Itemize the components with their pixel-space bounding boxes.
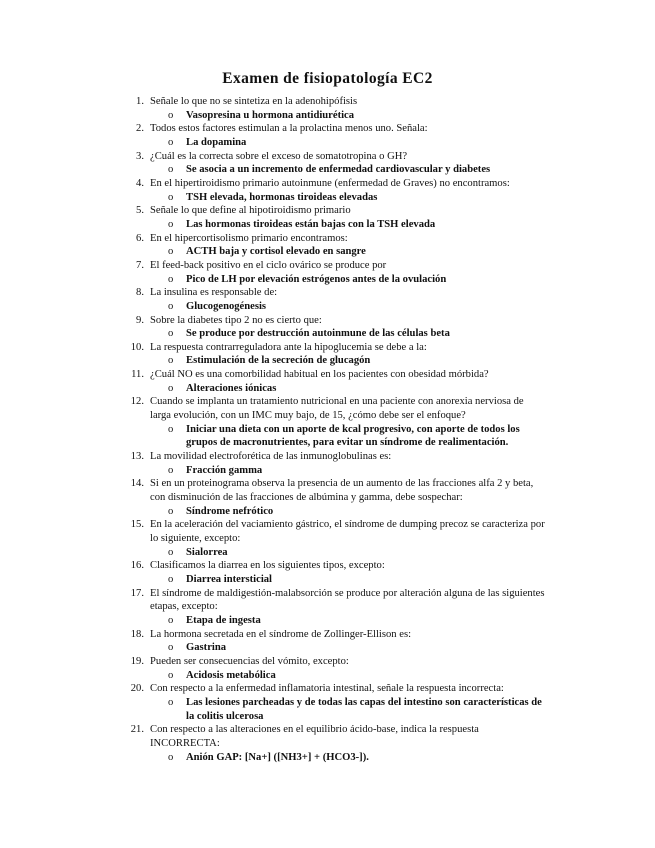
answer (0, 546, 655, 560)
bullet-icon: o (168, 669, 174, 681)
question-text: El feed-back positivo en el ciclo ovárico se produce por (150, 259, 387, 271)
answer-text: Pico de LH por elevación estrógenos antes de la ovulación (186, 273, 447, 285)
question-text: La hormona secretada en el síndrome de Zollinger-Ellison es: (150, 628, 412, 640)
answer (0, 354, 655, 368)
bullet-icon: o (168, 273, 174, 285)
answer (0, 423, 655, 450)
answer-text: Acidosis metabólica (186, 669, 276, 681)
question (0, 450, 655, 464)
list-item (0, 259, 655, 286)
question (0, 368, 655, 382)
list-item (0, 723, 655, 764)
question (0, 628, 655, 642)
page-title: Examen de fisiopatología EC2 (222, 70, 433, 87)
answer-text: Sialorrea (186, 546, 228, 558)
question-number: 10. (130, 341, 144, 353)
answer (0, 696, 655, 723)
answer (0, 218, 655, 232)
bullet-icon: o (168, 109, 174, 121)
list-item (0, 587, 655, 628)
list-item (0, 655, 655, 682)
answer (0, 614, 655, 628)
question-text: En el hipertiroidismo primario autoinmune (enfermedad de Graves) no encontramos: (150, 177, 510, 189)
question-text: Clasificamos la diarrea en los siguientes tipos, excepto: (150, 560, 385, 572)
question-text: Señale lo que no se sintetiza en la adenohipófisis (150, 96, 358, 107)
answer-text: Las hormonas tiroideas están bajas con la TSH elevada (186, 218, 436, 230)
answer (0, 163, 655, 177)
question (0, 655, 655, 669)
answer (0, 300, 655, 314)
list-item (0, 518, 655, 559)
list-item (0, 628, 655, 655)
question (0, 95, 655, 109)
question-number: 19. (130, 655, 144, 667)
question-number: 20. (130, 683, 144, 695)
question-number: 6. (136, 232, 144, 244)
answer-text: Fracción gamma (186, 464, 263, 476)
question-number: 2. (136, 123, 144, 135)
bullet-icon: o (168, 423, 174, 435)
answer-text: TSH elevada, hormonas tiroideas elevadas (186, 191, 378, 203)
answer (0, 751, 655, 765)
list-item (0, 682, 655, 723)
answer-text: Gastrina (186, 642, 227, 654)
question (0, 286, 655, 300)
question-number: 16. (130, 560, 144, 572)
bullet-icon: o (168, 164, 174, 176)
bullet-icon: o (168, 546, 174, 558)
answer-text: Etapa de ingesta (186, 614, 261, 626)
question (0, 682, 655, 696)
question-number: 17. (130, 587, 144, 599)
question-number: 8. (136, 287, 144, 299)
answer (0, 273, 655, 287)
list-item (0, 395, 655, 450)
list-item (0, 150, 655, 177)
answer (0, 641, 655, 655)
bullet-icon: o (168, 573, 174, 585)
question (0, 341, 655, 355)
answer (0, 136, 655, 150)
question (0, 723, 655, 750)
bullet-icon: o (168, 218, 174, 230)
bullet-icon: o (168, 300, 174, 312)
bullet-icon: o (168, 328, 174, 340)
answer-text: ACTH baja y cortisol elevado en sangre (186, 246, 366, 258)
answer-text: Glucogenogénesis (186, 300, 267, 312)
answer (0, 382, 655, 396)
list-item (0, 314, 655, 341)
bullet-icon: o (168, 696, 174, 708)
answer-text: Vasopresina u hormona antidiurética (186, 109, 355, 121)
answer-text: Iniciar una dieta con un aporte de kcal progresivo, con aporte de todos los grupos de macronutrientes, para evitar un síndrome de realimentación. (186, 423, 520, 449)
answer-text: Diarrea intersticial (186, 573, 272, 585)
bullet-icon: o (168, 355, 174, 367)
answer-text: Alteraciones iónicas (186, 382, 277, 394)
question-text: Si en un proteinograma observa la presencia de un aumento de las fracciones alfa 2 y beta, con disminución de las fracciones de albúmina y gamma, debe sospechar: (150, 478, 534, 504)
question-text: ¿Cuál es la correcta sobre el exceso de somatotropina o GH? (150, 150, 408, 162)
question (0, 177, 655, 191)
question-number: 1. (136, 96, 144, 107)
answer (0, 109, 655, 123)
list-item (0, 477, 655, 518)
bullet-icon: o (168, 246, 174, 258)
question-text: Señale lo que define al hipotiroidismo primario (150, 205, 351, 217)
question (0, 122, 655, 136)
question-text: ¿Cuál NO es una comorbilidad habitual en los pacientes con obesidad mórbida? (150, 369, 489, 381)
question-text: Cuando se implanta un tratamiento nutricional en una paciente con anorexia nerviosa de larga evolución, con un IMC muy bajo, de 15, ¿cómo debe ser el enfoque? (150, 396, 524, 422)
question-number: 12. (130, 396, 144, 408)
question (0, 477, 655, 504)
list-item (0, 341, 655, 368)
bullet-icon: o (168, 191, 174, 203)
question-number: 21. (130, 724, 144, 736)
list-item (0, 368, 655, 395)
question-text: La insulina es responsable de: (150, 287, 278, 299)
question-number: 3. (136, 150, 144, 162)
answer-text: Las lesiones parcheadas y de todas las capas del intestino son características de la colitis ulcerosa (186, 696, 542, 722)
bullet-icon: o (168, 751, 174, 763)
question-number: 15. (130, 519, 144, 531)
bullet-icon: o (168, 642, 174, 654)
question-number: 9. (136, 314, 144, 326)
question-text: La respuesta contrarreguladora ante la hipoglucemia se debe a la: (150, 341, 427, 353)
list-item (0, 286, 655, 313)
question-text: Con respecto a la enfermedad inflamatoria intestinal, señale la respuesta incorrecta: (150, 683, 504, 695)
list-item (0, 232, 655, 259)
question (0, 587, 655, 614)
question-text: Sobre la diabetes tipo 2 no es cierto que: (150, 314, 322, 326)
question-text: Con respecto a las alteraciones en el equilibrio ácido-base, indica la respuesta INCORRECTA: (150, 724, 479, 749)
answer (0, 191, 655, 205)
question-text: En el hipercortisolismo primario encontramos: (150, 232, 348, 244)
question (0, 559, 655, 573)
answer (0, 505, 655, 519)
list-item (0, 450, 655, 477)
question (0, 518, 655, 545)
question (0, 395, 655, 422)
question (0, 232, 655, 246)
answer-text: La dopamina (186, 136, 247, 148)
bullet-icon: o (168, 464, 174, 476)
question (0, 150, 655, 164)
list-item (0, 177, 655, 204)
question-number: 7. (136, 259, 144, 271)
question-number: 5. (136, 205, 144, 217)
question-text: En la aceleración del vaciamiento gástrico, el síndrome de dumping precoz se caracteriza por lo siguiente, excepto: (150, 519, 545, 544)
list-item (0, 204, 655, 231)
answer (0, 669, 655, 683)
question-number: 13. (130, 451, 144, 463)
question (0, 314, 655, 328)
question-number: 18. (130, 628, 144, 640)
question-list (0, 95, 655, 764)
answer (0, 464, 655, 478)
question (0, 204, 655, 218)
question-text: Todos estos factores estimulan a la prolactina menos uno. Señala: (150, 123, 428, 135)
bullet-icon: o (168, 382, 174, 394)
answer-text: Síndrome nefrótico (186, 505, 274, 517)
question-number: 14. (130, 478, 144, 490)
answer-text: Estimulación de la secreción de glucagón (186, 355, 371, 367)
answer (0, 327, 655, 341)
list-item (0, 559, 655, 586)
question-text: Pueden ser consecuencias del vómito, excepto: (150, 655, 349, 667)
answer-text: Se asocia a un incremento de enfermedad cardiovascular y diabetes (186, 164, 491, 176)
list-item (0, 122, 655, 149)
question-number: 11. (131, 369, 144, 381)
question-number: 4. (136, 177, 144, 189)
answer (0, 573, 655, 587)
list-item (0, 95, 655, 122)
bullet-icon: o (168, 614, 174, 626)
bullet-icon: o (168, 505, 174, 517)
question-text: El síndrome de maldigestión-malabsorción se produce por alteración alguna de las siguientes etapas, excepto: (150, 587, 545, 613)
answer (0, 245, 655, 259)
question-text: La movilidad electroforética de las inmunoglobulinas es: (150, 451, 392, 463)
bullet-icon: o (168, 136, 174, 148)
question (0, 259, 655, 273)
answer-text: Anión GAP: [Na+] ([NH3+] + (HCO3-]). (186, 751, 369, 763)
answer-text: Se produce por destrucción autoinmune de las células beta (186, 328, 450, 340)
